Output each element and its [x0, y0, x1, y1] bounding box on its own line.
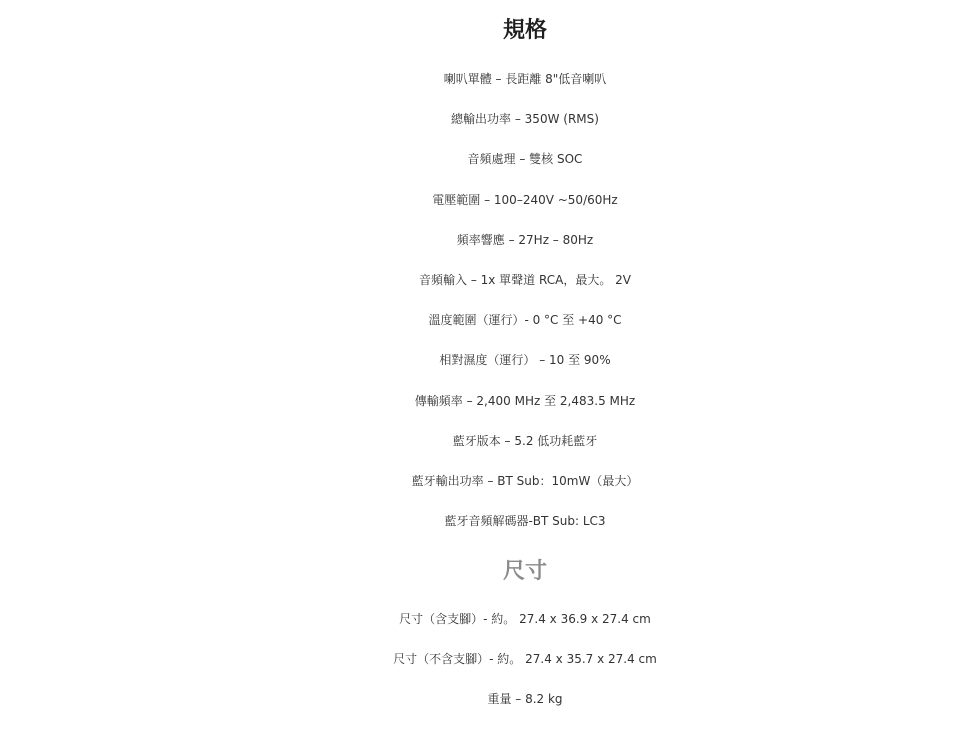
- spec-frequency-response: 頻率響應 – 27Hz – 80Hz: [456, 233, 594, 247]
- spec-bluetooth-output-power: 藍牙輸出功率 – BT Sub：10mW（最大）: [411, 474, 639, 488]
- dimension-with-stand: 尺寸（含支腳）- 約。 27.4 x 36.9 x 27.4 cm: [399, 612, 651, 626]
- specs-heading: 規格: [502, 18, 547, 43]
- spec-audio-processing: 音頻處理 – 雙核 SOC: [467, 152, 583, 166]
- spec-transmission-frequency: 傳輸頻率 – 2,400 MHz 至 2,483.5 MHz: [414, 394, 636, 408]
- spec-total-output-power: 總輸出功率 – 350W (RMS): [451, 112, 599, 126]
- dimension-without-stand: 尺寸（不含支腳）- 約。 27.4 x 35.7 x 27.4 cm: [393, 652, 657, 666]
- spec-temperature-range: 溫度範圍（運行）- 0 °C 至 +40 °C: [428, 313, 622, 327]
- spec-audio-input: 音頻輸入 – 1x 單聲道 RCA，最大。 2V: [419, 273, 631, 287]
- weight: 重量 – 8.2 kg: [487, 692, 563, 706]
- spec-voltage-range: 電壓範圍 – 100–240V ~50/60Hz: [432, 193, 618, 207]
- spec-relative-humidity: 相對濕度（運行） – 10 至 90%: [439, 353, 611, 367]
- spec-driver: 喇叭單體 – 長距離 8"低音喇叭: [443, 72, 607, 86]
- spec-bluetooth-codec: 藍牙音頻解碼器-BT Sub: LC3: [444, 514, 606, 528]
- spec-bluetooth-version: 藍牙版本 – 5.2 低功耗藍牙: [452, 434, 598, 448]
- dimensions-heading: 尺寸: [502, 559, 547, 584]
